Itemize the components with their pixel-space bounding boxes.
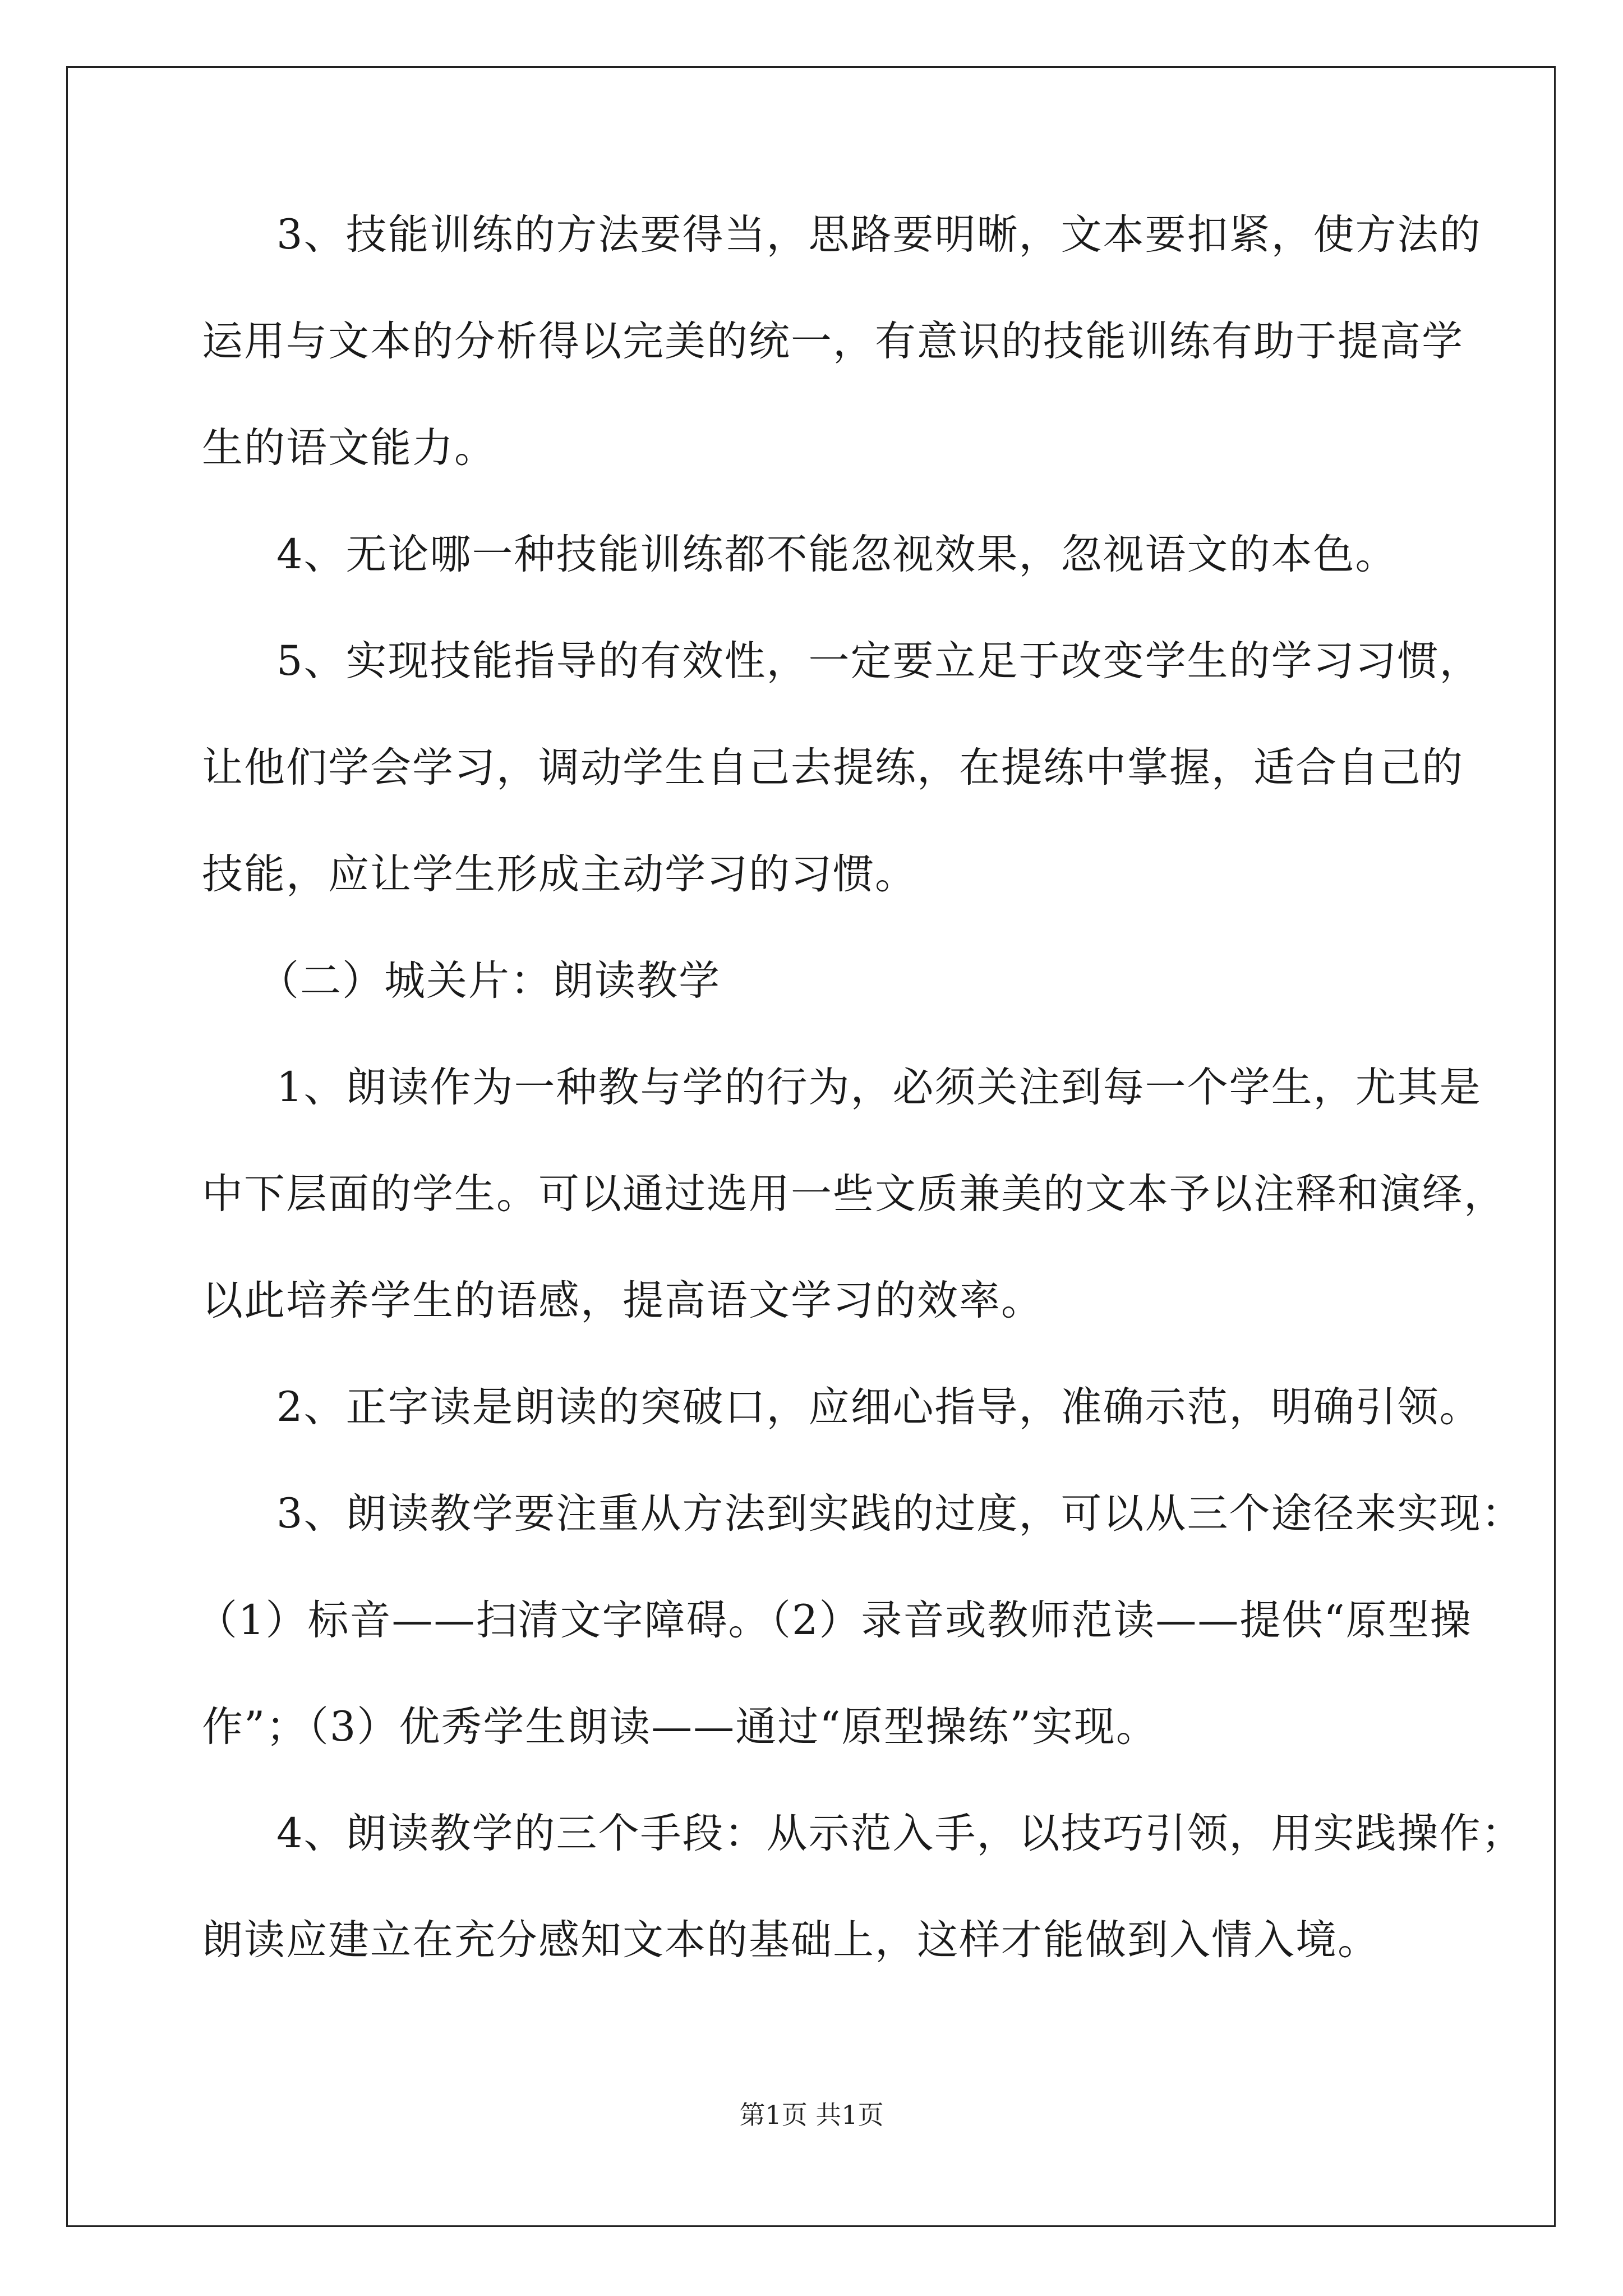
text-line: 以此培养学生的语感，提高语文学习的效率。 — [202, 1277, 1043, 1324]
section-heading: （二）城关片：朗读教学 — [258, 957, 721, 1005]
text-line: 4、朗读教学的三个手段：从示范入手，以技巧引领，用实践操作； — [276, 1810, 1524, 1857]
text-line: 作”；（3）优秀学生朗读——通过“原型操练”实现。 — [202, 1703, 1158, 1751]
text-line: 让他们学会学习，调动学生自己去提练，在提练中掌握，适合自己的 — [202, 744, 1464, 792]
text-line: 运用与文本的分析得以完美的统一，有意识的技能训练有助于提高学 — [202, 318, 1464, 365]
text-line: 4、无论哪一种技能训练都不能忽视效果，忽视语文的本色。 — [276, 531, 1398, 578]
text-line: 2、正字读是朗读的突破口，应细心指导，准确示范，明确引领。 — [276, 1383, 1482, 1431]
text-line: 3、朗读教学要注重从方法到实践的过度，可以从三个途径来实现： — [276, 1490, 1524, 1538]
text-line: 朗读应建立在充分感知文本的基础上，这样才能做到入情入境。 — [202, 1916, 1380, 1964]
text-line: 生的语文能力。 — [202, 424, 496, 472]
text-line: 3、技能训练的方法要得当，思路要明晰，文本要扣紧，使方法的 — [276, 211, 1482, 259]
page-footer: 第1页 共1页 — [739, 2100, 884, 2130]
text-line: 1、朗读作为一种教与学的行为，必须关注到每一个学生，尤其是 — [276, 1064, 1482, 1111]
text-line: 5、实现技能指导的有效性，一定要立足于改变学生的学习习惯， — [276, 637, 1482, 685]
text-line: 技能，应让学生形成主动学习的习惯。 — [202, 850, 917, 898]
page-border — [66, 66, 1556, 2227]
text-line: （1）标音——扫清文字障碍。（2）录音或教师范读——提供“原型操 — [196, 1596, 1472, 1644]
text-line: 中下层面的学生。可以通过选用一些文质兼美的文本予以注释和演绎， — [202, 1170, 1506, 1218]
